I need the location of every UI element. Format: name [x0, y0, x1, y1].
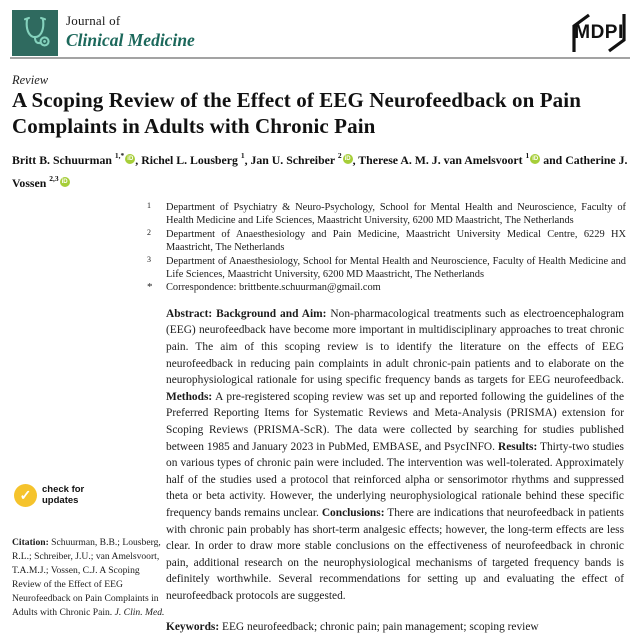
abstract-section-text: Non-pharmacological treatments such as electroencephalogram (EEG) neurofeedback have become more important in multidisciplinary approaches to treat chronic pain. The aim of this scoping review is to identify the literature on the effects of EEG neurofeedback in reducing pain complaints in adult chronic-pain patients and to elaborate on the neurophysiological rationale for using specific frequency bands as targets for EEG neurofeedback.: [166, 307, 624, 387]
keywords-label: Keywords:: [166, 620, 220, 633]
abstract-section-label: Methods:: [166, 390, 213, 403]
article-type-label: Review: [12, 73, 49, 87]
abstract-section-text: A pre-registered scoping review was set up and reported following the guidelines of the Preferred Reporting Items for Systematic Reviews and Meta-Analysis (PRISMA) extension for Scoping Reviews (PRISMA-ScR). The data were collected by searching for studies published between 1985 and January 2023 in PubMed, EMBASE, and PsycINFO.: [166, 390, 624, 453]
abstract-label: Abstract:: [166, 307, 217, 320]
affiliation-row: [142, 255, 626, 282]
affiliation-marker: 1: [147, 201, 151, 210]
citation-block: [12, 536, 165, 619]
page-header: [12, 10, 630, 58]
author-separator: ,: [352, 153, 359, 167]
author-name: Richel L. Lousberg: [141, 153, 241, 167]
abstract-section-text: There are indications that neurofeedback in patients with chronic pain probably has short-term analgesic effects; however, the long-term effects are less clear. In order to draw more stable conclusions on the effectiveness of neurofeedback in chronic pain, additional research on the neurophysiological mechanisms of targeted frequency bands is definitely worthwhile. Several recommendations for setting up and evaluating the effect of neurofeedback protocols are suggested.: [166, 506, 624, 602]
keywords-text: EEG neurofeedback; chronic pain; pain management; scoping review: [219, 620, 539, 633]
right-column: [142, 201, 626, 635]
author-name: Catherine J. Vossen: [12, 153, 628, 190]
affiliation-row: [142, 281, 626, 294]
abstract-section-label: Background and Aim:: [216, 307, 327, 320]
abstract-section-label: Results:: [498, 440, 538, 453]
journal-prefix: Journal of: [66, 13, 121, 28]
affiliation-marker: *: [147, 281, 153, 294]
affiliation-text: Department of Psychiatry & Neuro-Psychology, School for Mental Health and Neuroscience, Faculty of Health Medicine and Life Sciences, Maastricht University, 6200 MD Maastricht, The Netherlands: [166, 202, 626, 227]
journal-name: Clinical Medicine: [66, 30, 195, 50]
orcid-icon[interactable]: iD: [127, 156, 134, 162]
author-affiliation-sup: 1: [525, 151, 530, 160]
crossmark-check-icon: ✓: [14, 484, 37, 507]
stethoscope-icon: [15, 11, 55, 56]
abstract-section-text: Thirty-two studies on various types of chronic pain were included. The intervention was well-tolerated. Approximately half of the studies used a protocol that reinforced alpha or sensorimotor rhythms and suppressed theta or beta activity. However, the underlying neurophysiological rationale behind these specific frequency bands remains unclear.: [166, 440, 624, 519]
affiliation-list: [142, 201, 626, 295]
author-list: [12, 147, 632, 192]
author-affiliation-sup: 2: [337, 151, 342, 160]
badge-line1: check for: [42, 484, 85, 495]
affiliation-text: Department of Anaesthesiology and Pain Medicine, Maastricht University Medical Centre, 6229 HX Maastricht, The Netherlands: [166, 228, 626, 254]
affiliation-marker: 2: [147, 227, 151, 237]
author-separator: ,: [244, 153, 251, 167]
mdpi-logo: [568, 12, 630, 54]
author-name: Jan U. Schreiber: [250, 153, 338, 167]
author-name: Britt B. Schuurman: [12, 153, 115, 167]
affiliation-marker: 3: [147, 254, 151, 264]
affiliation-text[interactable]: Correspondence: brittbente.schuurman@gmail.com: [166, 282, 381, 294]
citation-text: Schuurman, B.B.; Lousberg, R.L.; Schreiber, J.U.; van Amelsvoort, T.A.M.J.; Vossen, C.J. A Scoping Review of the Effect of EEG Neurofeedback on Pain Complaints in Adults with Chronic Pain.: [12, 537, 161, 618]
check-for-updates-badge[interactable]: [14, 484, 84, 507]
affiliation-row: [142, 201, 626, 228]
abstract-section-label: Conclusions:: [321, 506, 385, 519]
orcid-icon[interactable]: iD: [61, 178, 68, 185]
author-separator: and: [540, 153, 566, 167]
badge-line2: updates: [42, 494, 79, 506]
mdpi-wordmark: MDPI: [574, 22, 624, 43]
citation-journal-abbrev: J. Clin. Med.: [114, 606, 165, 618]
orcid-icon[interactable]: iD: [532, 156, 539, 162]
affiliation-row: [142, 228, 626, 255]
orcid-icon[interactable]: iD: [344, 156, 351, 162]
author-affiliation-sup: 2,3: [49, 173, 59, 183]
keywords: [166, 619, 624, 635]
citation-label: Citation:: [12, 537, 49, 548]
author-name: Therese A. M. J. van Amelsvoort: [358, 153, 526, 167]
article-title: A Scoping Review of the Effect of EEG Neurofeedback on Pain Complaints in Adults with Chronic Pain: [12, 88, 581, 138]
author-separator: ,: [135, 153, 142, 167]
author-affiliation-sup: 1: [240, 151, 245, 160]
journal-title-block: [66, 13, 195, 51]
author-affiliation-sup: 1,*: [114, 151, 125, 160]
header-divider: [10, 57, 630, 59]
abstract: [166, 306, 624, 605]
check-for-updates-label: [42, 485, 84, 506]
journal-logo: [12, 10, 58, 56]
affiliation-text: Department of Anaesthesiology, School for Mental Health and Neuroscience, Faculty of Health Medicine and Life Sciences, Maastricht University, 6200 MD Maastricht, The Netherlands: [166, 255, 626, 281]
